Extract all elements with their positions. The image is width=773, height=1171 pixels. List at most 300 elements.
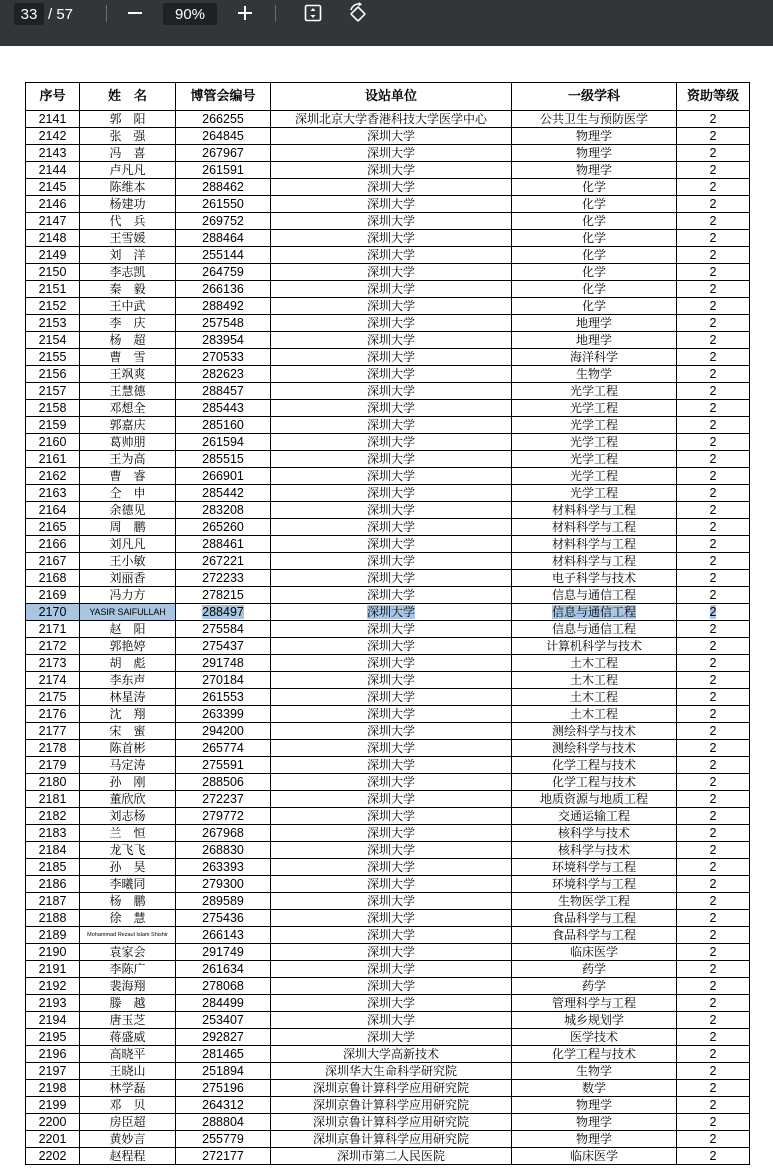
cell-name: 余德见 [80,502,176,519]
cell-seq: 2194 [26,1012,80,1029]
cell-seq: 2144 [26,162,80,179]
cell-unit: 深圳大学 [271,281,512,298]
table-row [26,230,750,247]
cell-subject: 化学 [512,179,677,196]
cell-level: 2 [677,893,750,910]
cell-name: 王晓山 [80,1063,176,1080]
cell-subject: 光学工程 [512,400,677,417]
cell-seq: 2143 [26,145,80,162]
table-row [26,162,750,179]
fit-page-icon [303,3,323,23]
cell-name: 王雪媛 [80,230,176,247]
cell-level: 2 [677,672,750,689]
cell-id: 266136 [176,281,271,298]
cell-level: 2 [677,774,750,791]
cell-name: 王为高 [80,451,176,468]
cell-subject: 材料科学与工程 [512,502,677,519]
cell-subject: 土木工程 [512,689,677,706]
table-row [26,570,750,587]
cell-seq: 2165 [26,519,80,536]
cell-name: 房臣超 [80,1114,176,1131]
cell-subject: 环境科学与工程 [512,876,677,893]
cell-unit: 深圳大学 [271,791,512,808]
cell-id: 281465 [176,1046,271,1063]
cell-subject: 核科学与技术 [512,825,677,842]
cell-name: 郭艳婷 [80,638,176,655]
table-row [26,791,750,808]
cell-seq: 2175 [26,689,80,706]
table-row [26,1131,750,1148]
cell-level: 2 [677,519,750,536]
cell-level: 2 [677,1046,750,1063]
cell-level: 2 [677,247,750,264]
cell-unit: 深圳大学 [271,553,512,570]
cell-name: 陈首彬 [80,740,176,757]
cell-seq: 2172 [26,638,80,655]
cell-seq: 2160 [26,434,80,451]
cell-unit: 深圳大学 [271,570,512,587]
cell-level: 2 [677,1029,750,1046]
cell-subject: 物理学 [512,162,677,179]
cell-level: 2 [677,230,750,247]
cell-level: 2 [677,434,750,451]
cell-name: 马定涛 [80,757,176,774]
cell-subject: 交通运输工程 [512,808,677,825]
cell-name: 李陈广 [80,961,176,978]
cell-level: 2 [677,1080,750,1097]
table-row [26,978,750,995]
rotate-icon [346,1,370,25]
toolbar-divider [106,5,107,22]
page-number-input[interactable]: 33 [14,3,44,25]
cell-unit: 深圳大学 [271,468,512,485]
cell-subject: 海洋科学 [512,349,677,366]
table-row [26,451,750,468]
cell-unit: 深圳大学 [271,536,512,553]
cell-id: 288497 [176,604,271,621]
cell-name: 刘 洋 [80,247,176,264]
zoom-out-icon [126,4,144,22]
cell-seq: 2142 [26,128,80,145]
cell-id: 265774 [176,740,271,757]
cell-name: YASIR SAIFULLAH [80,604,176,621]
cell-subject: 信息与通信工程 [512,604,677,621]
cell-subject: 医学技术 [512,1029,677,1046]
cell-subject: 化学 [512,281,677,298]
cell-subject: 临床医学 [512,1148,677,1165]
cell-subject: 药学 [512,978,677,995]
cell-subject: 化学 [512,230,677,247]
cell-level: 2 [677,332,750,349]
cell-id: 285443 [176,400,271,417]
cell-name: 秦 毅 [80,281,176,298]
cell-subject: 地理学 [512,332,677,349]
rotate-button[interactable] [345,1,371,25]
cell-unit: 深圳大学 [271,502,512,519]
cell-id: 265260 [176,519,271,536]
cell-id: 269752 [176,213,271,230]
cell-unit: 深圳大学 [271,434,512,451]
cell-subject: 土木工程 [512,706,677,723]
cell-unit: 深圳大学 [271,587,512,604]
cell-seq: 2148 [26,230,80,247]
cell-id: 285515 [176,451,271,468]
table-row [26,893,750,910]
cell-name: 蒋盛威 [80,1029,176,1046]
cell-seq: 2159 [26,417,80,434]
cell-level: 2 [677,995,750,1012]
table-row [26,264,750,281]
table-row [26,825,750,842]
cell-subject: 物理学 [512,1097,677,1114]
cell-id: 267221 [176,553,271,570]
cell-seq: 2163 [26,485,80,502]
cell-level: 2 [677,587,750,604]
pdf-toolbar [0,0,773,46]
cell-subject: 环境科学与工程 [512,859,677,876]
table-row [26,196,750,213]
cell-seq: 2191 [26,961,80,978]
cell-subject: 材料科学与工程 [512,553,677,570]
cell-id: 263399 [176,706,271,723]
cell-unit: 深圳大学 [271,961,512,978]
cell-subject: 测绘科学与技术 [512,723,677,740]
cell-level: 2 [677,264,750,281]
cell-id: 285160 [176,417,271,434]
header-seq: 序号 [26,83,80,111]
table-body [26,111,750,1165]
cell-name: 袁家会 [80,944,176,961]
cell-name: 高晓平 [80,1046,176,1063]
funding-table [25,82,750,1165]
cell-subject: 土木工程 [512,672,677,689]
cell-seq: 2177 [26,723,80,740]
cell-name: 邓 贝 [80,1097,176,1114]
cell-seq: 2146 [26,196,80,213]
cell-level: 2 [677,910,750,927]
table-row [26,1063,750,1080]
cell-name: 郭嘉庆 [80,417,176,434]
document-page [25,82,750,1165]
cell-level: 2 [677,723,750,740]
table-row [26,179,750,196]
table-row [26,689,750,706]
zoom-level-input[interactable]: 90% [163,3,217,25]
header-name: 姓 名 [80,83,176,111]
header-level: 资助等级 [677,83,750,111]
cell-id: 279772 [176,808,271,825]
cell-id: 275591 [176,757,271,774]
table-row [26,740,750,757]
cell-subject: 化学工程与技术 [512,774,677,791]
cell-subject: 食品科学与工程 [512,927,677,944]
cell-subject: 化学 [512,298,677,315]
cell-unit: 深圳大学 [271,400,512,417]
cell-unit: 深圳大学 [271,655,512,672]
cell-subject: 材料科学与工程 [512,536,677,553]
cell-subject: 光学工程 [512,485,677,502]
cell-id: 257548 [176,315,271,332]
cell-subject: 生物学 [512,1063,677,1080]
cell-name: 刘志杨 [80,808,176,825]
cell-id: 283208 [176,502,271,519]
cell-id: 261594 [176,434,271,451]
cell-subject: 信息与通信工程 [512,587,677,604]
table-row [26,485,750,502]
fit-to-page-button[interactable] [301,1,325,25]
table-row [26,1029,750,1046]
cell-name: 宋 蜜 [80,723,176,740]
table-row [26,638,750,655]
cell-id: 288492 [176,298,271,315]
cell-seq: 2185 [26,859,80,876]
cell-level: 2 [677,944,750,961]
cell-id: 289589 [176,893,271,910]
header-id: 博管会编号 [176,83,271,111]
cell-unit: 深圳北京大学香港科技大学医学中心 [271,111,512,128]
cell-subject: 光学工程 [512,417,677,434]
zoom-in-button[interactable] [233,1,257,25]
cell-name: 杨建功 [80,196,176,213]
cell-unit: 深圳大学 [271,672,512,689]
cell-id: 275196 [176,1080,271,1097]
cell-level: 2 [677,281,750,298]
cell-seq: 2196 [26,1046,80,1063]
table-row [26,128,750,145]
cell-subject: 地质资源与地质工程 [512,791,677,808]
cell-level: 2 [677,1148,750,1165]
cell-id: 278215 [176,587,271,604]
cell-id: 275436 [176,910,271,927]
cell-subject: 信息与通信工程 [512,621,677,638]
cell-level: 2 [677,1097,750,1114]
cell-seq: 2176 [26,706,80,723]
cell-name: 曹 睿 [80,468,176,485]
table-row [26,1080,750,1097]
table-row [26,298,750,315]
cell-seq: 2171 [26,621,80,638]
cell-id: 285442 [176,485,271,502]
cell-subject: 土木工程 [512,655,677,672]
cell-unit: 深圳大学 [271,1029,512,1046]
table-row [26,774,750,791]
table-row [26,434,750,451]
cell-name: 胡 彪 [80,655,176,672]
cell-level: 2 [677,162,750,179]
cell-name: 卢凡凡 [80,162,176,179]
cell-level: 2 [677,366,750,383]
cell-level: 2 [677,927,750,944]
cell-level: 2 [677,196,750,213]
cell-unit: 深圳大学 [271,604,512,621]
cell-name: 龙飞飞 [80,842,176,859]
cell-unit: 深圳大学 [271,230,512,247]
cell-seq: 2184 [26,842,80,859]
cell-name: 代 兵 [80,213,176,230]
table-row [26,961,750,978]
cell-level: 2 [677,417,750,434]
cell-level: 2 [677,570,750,587]
cell-subject: 生物医学工程 [512,893,677,910]
cell-seq: 2187 [26,893,80,910]
cell-seq: 2192 [26,978,80,995]
cell-name: 杨 鹏 [80,893,176,910]
cell-subject: 公共卫生与预防医学 [512,111,677,128]
cell-name: 杨 超 [80,332,176,349]
cell-unit: 深圳京鲁计算科学应用研究院 [271,1097,512,1114]
zoom-in-icon [236,4,254,22]
cell-level: 2 [677,876,750,893]
cell-name: 李东声 [80,672,176,689]
table-header-row [26,83,750,111]
table-row [26,468,750,485]
cell-id: 278068 [176,978,271,995]
cell-name: 唐玉芝 [80,1012,176,1029]
cell-subject: 化学工程与技术 [512,1046,677,1063]
cell-level: 2 [677,961,750,978]
cell-level: 2 [677,213,750,230]
cell-seq: 2152 [26,298,80,315]
cell-unit: 深圳大学 [271,638,512,655]
cell-name: 曹 雪 [80,349,176,366]
cell-seq: 2199 [26,1097,80,1114]
table-row [26,1148,750,1165]
cell-name: 李 庆 [80,315,176,332]
cell-subject: 化学 [512,264,677,281]
cell-id: 261550 [176,196,271,213]
cell-level: 2 [677,349,750,366]
cell-id: 292827 [176,1029,271,1046]
cell-level: 2 [677,689,750,706]
cell-name: 仝 申 [80,485,176,502]
cell-seq: 2186 [26,876,80,893]
cell-unit: 深圳大学 [271,332,512,349]
cell-name: 李志凯 [80,264,176,281]
cell-id: 251894 [176,1063,271,1080]
cell-id: 261634 [176,961,271,978]
cell-seq: 2145 [26,179,80,196]
cell-seq: 2153 [26,315,80,332]
cell-id: 266143 [176,927,271,944]
table-row [26,281,750,298]
table-row [26,995,750,1012]
table-row [26,332,750,349]
cell-id: 272233 [176,570,271,587]
cell-id: 288461 [176,536,271,553]
cell-seq: 2198 [26,1080,80,1097]
cell-level: 2 [677,179,750,196]
cell-unit: 深圳大学 [271,485,512,502]
cell-level: 2 [677,128,750,145]
cell-seq: 2180 [26,774,80,791]
table-row [26,604,750,621]
cell-subject: 光学工程 [512,383,677,400]
cell-level: 2 [677,706,750,723]
cell-level: 2 [677,1131,750,1148]
cell-unit: 深圳大学 [271,910,512,927]
cell-unit: 深圳大学 [271,162,512,179]
cell-unit: 深圳大学 [271,247,512,264]
cell-seq: 2178 [26,740,80,757]
cell-id: 288462 [176,179,271,196]
cell-level: 2 [677,621,750,638]
cell-unit: 深圳大学 [271,451,512,468]
cell-unit: 深圳大学 [271,196,512,213]
cell-id: 264845 [176,128,271,145]
cell-unit: 深圳大学 [271,876,512,893]
cell-seq: 2158 [26,400,80,417]
cell-subject: 地理学 [512,315,677,332]
cell-subject: 临床医学 [512,944,677,961]
cell-level: 2 [677,757,750,774]
table-row [26,808,750,825]
cell-subject: 光学工程 [512,468,677,485]
cell-name: 徐 慧 [80,910,176,927]
cell-id: 270533 [176,349,271,366]
table-row [26,910,750,927]
cell-name: 周 鹏 [80,519,176,536]
cell-name: 郭 阳 [80,111,176,128]
cell-id: 255144 [176,247,271,264]
cell-unit: 深圳大学 [271,213,512,230]
table-row [26,349,750,366]
cell-seq: 2201 [26,1131,80,1148]
cell-unit: 深圳大学 [271,825,512,842]
cell-seq: 2202 [26,1148,80,1165]
cell-seq: 2193 [26,995,80,1012]
cell-unit: 深圳华大生命科学研究院 [271,1063,512,1080]
table-row [26,1097,750,1114]
cell-level: 2 [677,1012,750,1029]
cell-unit: 深圳大学 [271,1012,512,1029]
cell-level: 2 [677,553,750,570]
cell-level: 2 [677,298,750,315]
cell-id: 253407 [176,1012,271,1029]
cell-seq: 2157 [26,383,80,400]
cell-name: Mohammad Rezaul Islam Shishir [80,927,176,944]
cell-seq: 2156 [26,366,80,383]
cell-seq: 2195 [26,1029,80,1046]
cell-id: 264312 [176,1097,271,1114]
cell-id: 291749 [176,944,271,961]
cell-unit: 深圳京鲁计算科学应用研究院 [271,1080,512,1097]
cell-unit: 深圳大学 [271,723,512,740]
cell-level: 2 [677,604,750,621]
cell-level: 2 [677,536,750,553]
cell-unit: 深圳大学 [271,859,512,876]
cell-unit: 深圳大学 [271,842,512,859]
cell-name: 董欣欣 [80,791,176,808]
page-total: / 57 [48,5,74,23]
cell-id: 288804 [176,1114,271,1131]
cell-unit: 深圳大学 [271,808,512,825]
table-row [26,1012,750,1029]
cell-unit: 深圳大学 [271,944,512,961]
cell-subject: 材料科学与工程 [512,519,677,536]
cell-level: 2 [677,978,750,995]
cell-name: 赵程程 [80,1148,176,1165]
cell-id: 267967 [176,145,271,162]
cell-seq: 2151 [26,281,80,298]
cell-unit: 深圳大学 [271,927,512,944]
cell-subject: 电子科学与技术 [512,570,677,587]
cell-name: 邓想全 [80,400,176,417]
zoom-out-button[interactable] [123,1,147,25]
cell-id: 288464 [176,230,271,247]
cell-name: 冯力方 [80,587,176,604]
cell-id: 275437 [176,638,271,655]
cell-seq: 2168 [26,570,80,587]
